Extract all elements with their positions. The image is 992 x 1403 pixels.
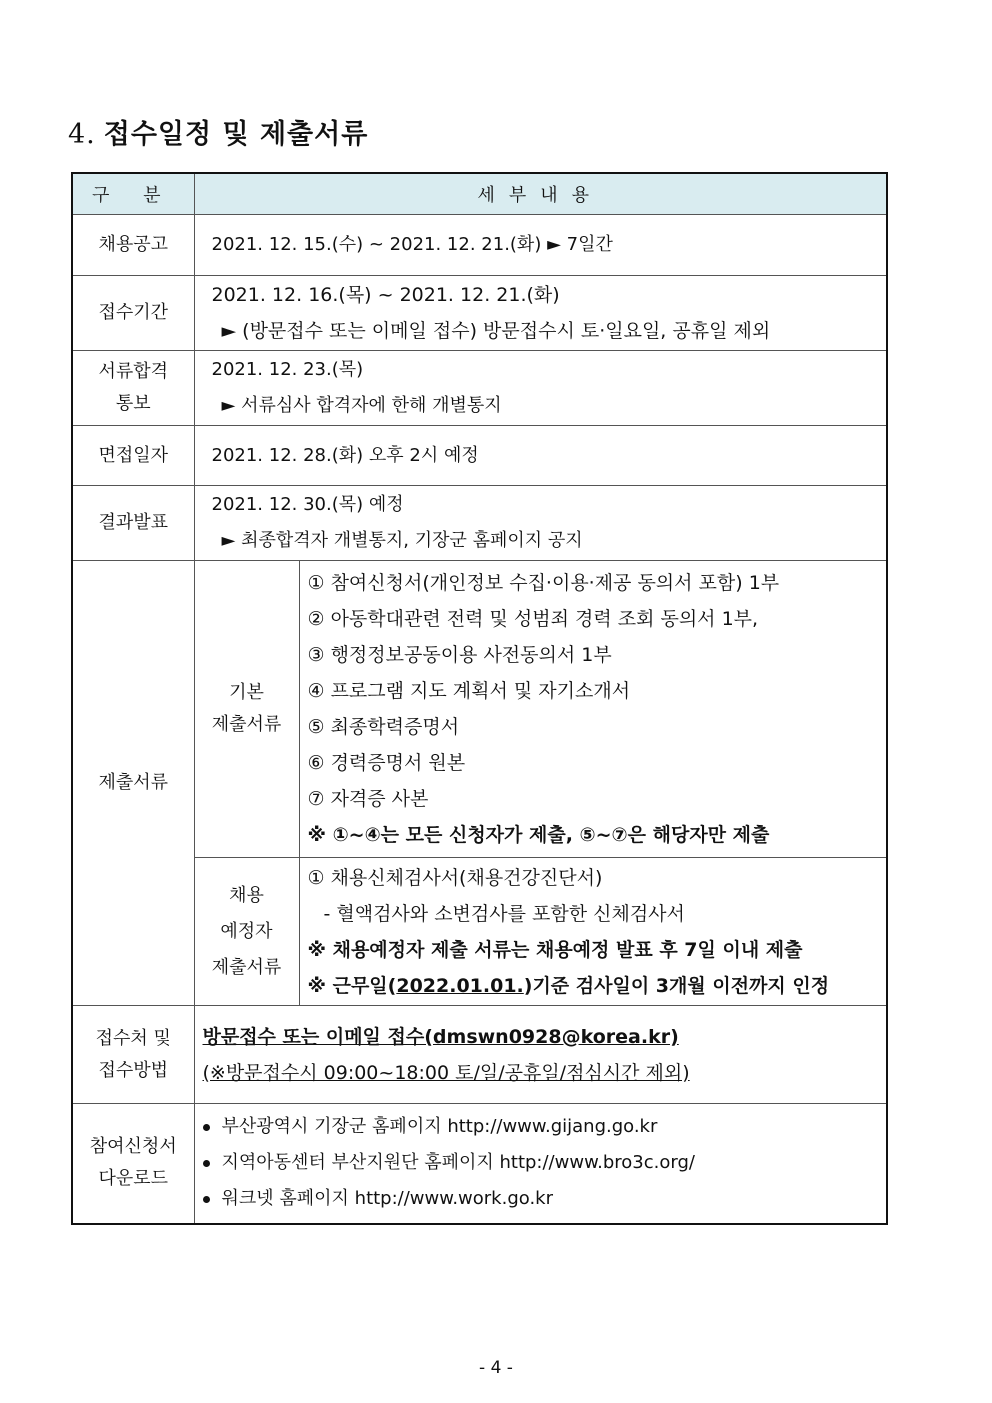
list-item: ① 참여신청서(개인정보 수집·이용·제공 동의서 포함) 1부 [307, 572, 780, 594]
row-label: 제출서류 [72, 561, 194, 1006]
list-item: ⑤ 최종학력증명서 [307, 716, 460, 738]
planned-docs-list [299, 858, 887, 1006]
bullet-icon [203, 1160, 210, 1167]
table-row [72, 426, 887, 486]
bullet-icon [203, 1196, 210, 1203]
list-item: ② 아동학대관련 전력 및 성범죄 경력 조회 동의서 1부, [307, 608, 759, 630]
download-link[interactable]: 워크넷 홈페이지 http://www.work.go.kr [221, 1188, 553, 1210]
row-label: 접수기간 [72, 276, 194, 351]
row-content [194, 351, 887, 426]
section-title: 접수일정 및 제출서류 [103, 119, 369, 150]
row-content: 2021. 12. 15.(수) ~ 2021. 12. 21.(화) ► 7일간 [194, 215, 887, 276]
table-header-row [72, 173, 887, 215]
planned-note-1: ※ 채용예정자 제출 서류는 채용예정 발표 후 7일 이내 제출 [307, 938, 803, 961]
result-date: 2021. 12. 30.(목) 예정 [211, 494, 404, 515]
table-row [72, 351, 887, 426]
apply-note: ► (방문접수 또는 이메일 접수) 방문접수시 토·일요일, 공휴일 제외 [221, 320, 771, 342]
basic-docs-label: 기본 제출서류 [194, 561, 299, 858]
planned-note-2: ※ 근무일(2022.01.01.)기준 검사일이 3개월 이전까지 인정 [307, 974, 830, 997]
row-label: 결과발표 [72, 486, 194, 561]
method-line: 방문접수 또는 이메일 접수(dmswn0928@korea.kr) [202, 1025, 679, 1048]
planned-docs-label: 채용 예정자 제출서류 [194, 858, 299, 1006]
table-row [72, 486, 887, 561]
download-link[interactable]: 지역아동센터 부산지원단 홈페이지 http://www.bro3c.org/ [221, 1152, 695, 1174]
row-content: 2021. 12. 28.(화) 오후 2시 예정 [194, 426, 887, 486]
download-link[interactable]: 부산광역시 기장군 홈페이지 http://www.gijang.go.kr [221, 1116, 658, 1138]
doc-pass-note: ► 서류심사 합격자에 한해 개별통지 [221, 395, 502, 416]
basic-docs-list [299, 561, 887, 858]
table-row [72, 276, 887, 351]
result-note: ► 최종합격자 개별통지, 기장군 홈페이지 공지 [221, 530, 583, 551]
list-item: - 혈액검사와 소변검사를 포함한 신체검사서 [323, 902, 685, 925]
schedule-table [71, 172, 888, 1225]
basic-docs-note: ※ ①~④는 모든 신청자가 제출, ⑤~⑦은 해당자만 제출 [307, 824, 770, 846]
row-label: 서류합격 통보 [72, 351, 194, 426]
row-content [194, 1006, 887, 1104]
method-hours: (※방문접수시 09:00~18:00 토/일/공휴일/점심시간 제외) [202, 1061, 690, 1084]
row-label: 참여신청서 다운로드 [72, 1104, 194, 1224]
apply-period: 2021. 12. 16.(목) ~ 2021. 12. 21.(화) [211, 284, 560, 306]
bullet-icon [203, 1124, 210, 1131]
row-content [194, 1104, 887, 1224]
row-label: 채용공고 [72, 215, 194, 276]
row-content [194, 486, 887, 561]
list-item [203, 1109, 887, 1145]
row-content [194, 276, 887, 351]
table-row [72, 1006, 887, 1104]
list-item: ⑦ 자격증 사본 [307, 788, 429, 810]
list-item [203, 1145, 887, 1181]
section-number: 4. [68, 119, 96, 150]
table-row [72, 858, 887, 1006]
doc-pass-date: 2021. 12. 23.(목) [211, 359, 364, 380]
table-row [72, 1104, 887, 1224]
list-item [203, 1181, 887, 1217]
row-label: 접수처 및 접수방법 [72, 1006, 194, 1104]
table-row [72, 561, 887, 858]
row-label: 면접일자 [72, 426, 194, 486]
header-category: 구 분 [72, 173, 194, 215]
header-details: 세부내용 [194, 173, 887, 215]
section-heading [68, 112, 368, 151]
page-number: - 4 - [479, 1358, 513, 1378]
list-item: ① 채용신체검사서(채용건강진단서) [307, 866, 603, 889]
table-row [72, 215, 887, 276]
list-item: ⑥ 경력증명서 원본 [307, 752, 466, 774]
list-item: ④ 프로그램 지도 계획서 및 자기소개서 [307, 680, 631, 702]
list-item: ③ 행정정보공동이용 사전동의서 1부 [307, 644, 612, 666]
